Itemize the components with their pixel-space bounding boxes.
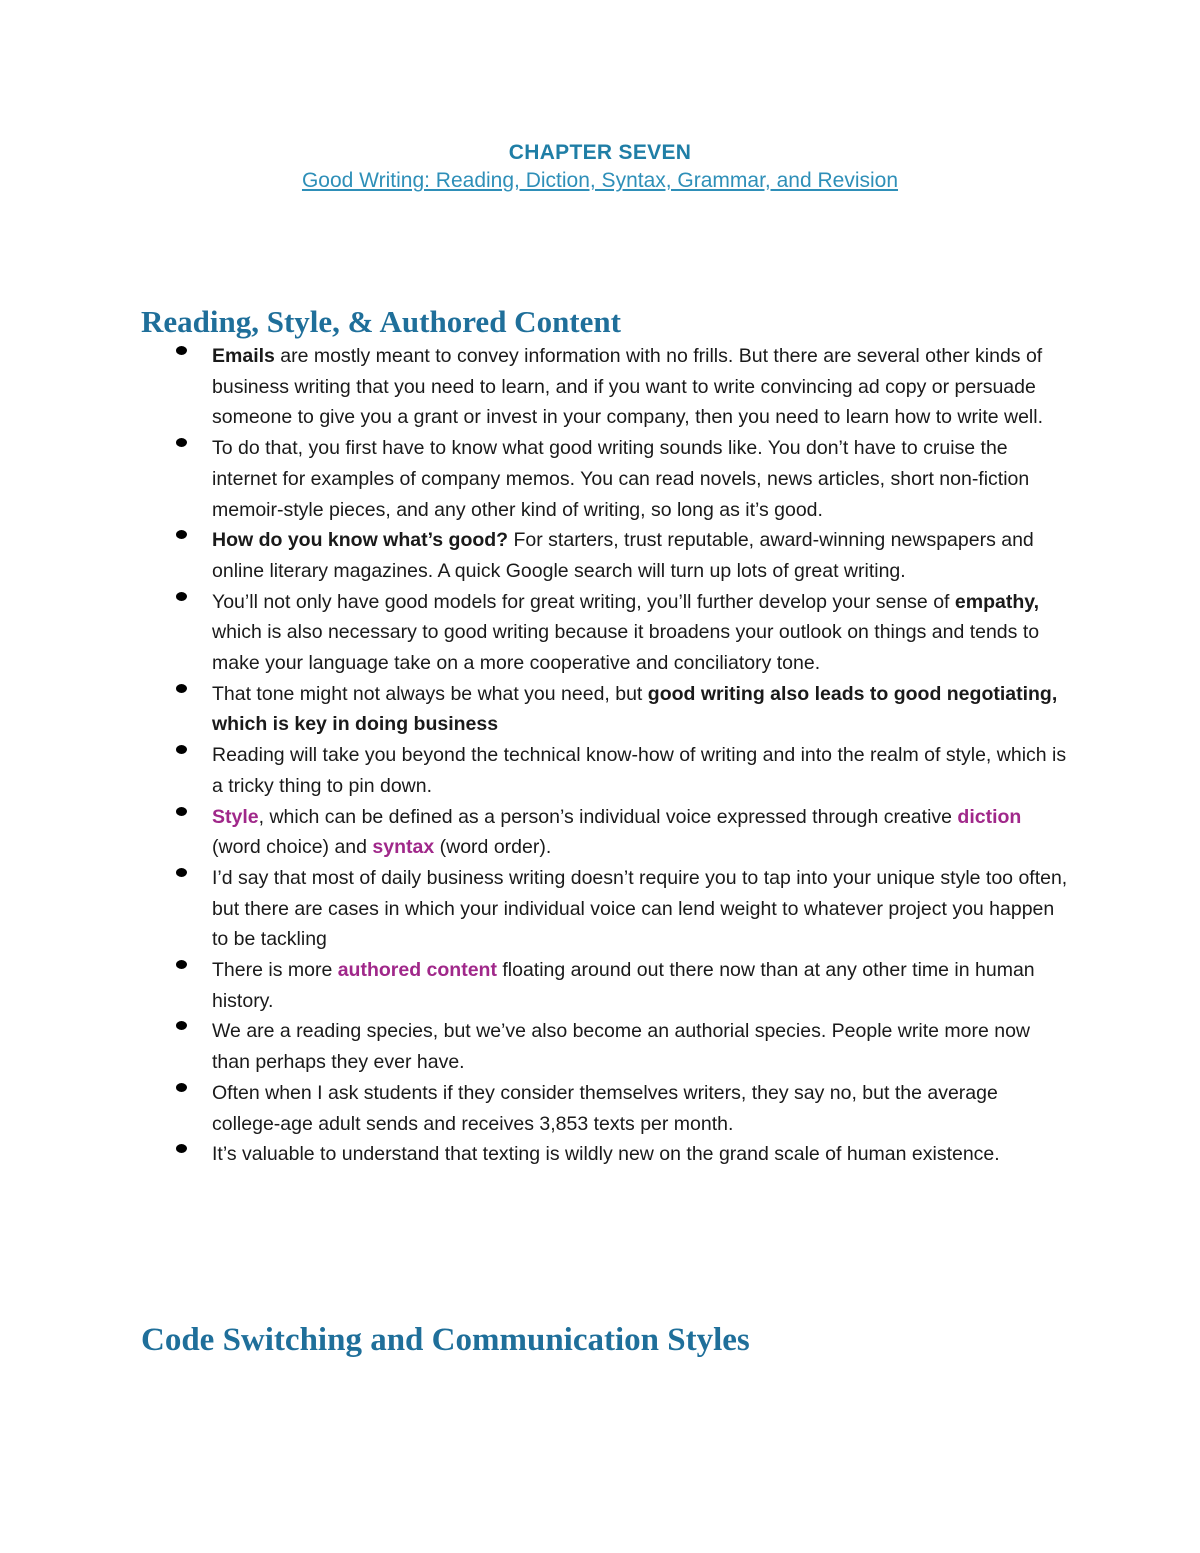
bullet-icon xyxy=(176,868,187,877)
bullet-icon xyxy=(176,1021,187,1030)
bullet-icon xyxy=(176,592,187,601)
item-text: are mostly meant to convey information with no frills. But there are several other kinds of business writing that you need to learn, and if you want to write convincing ad copy or persuade someone to give you a grant or invest in your company, then you need to learn how to write well. xyxy=(212,345,1044,429)
item-text: It’s valuable to understand that texting is wildly new on the grand scale of human existence. xyxy=(212,1143,1000,1166)
bullet-icon xyxy=(176,438,187,447)
item-text: Often when I ask students if they consider themselves writers, they say no, but the average college-age adult sends and receives 3,853 texts per month. xyxy=(212,1081,998,1135)
item-text: We are a reading species, but we’ve also become an authorial species. People write more now than perhaps they ever have. xyxy=(212,1020,1031,1074)
bold-term: How do you know what’s good? xyxy=(212,529,509,552)
item-text: That tone might not always be what you need, but xyxy=(212,682,648,705)
item-text: There is more xyxy=(212,959,338,982)
chapter-label: CHAPTER SEVEN xyxy=(508,141,692,164)
bullet-icon xyxy=(176,530,187,539)
item-text: I’d say that most of daily business writing doesn’t require you to tap into your unique style too often, but there are cases in which your individual voice can lend weight to whatever project you happen to be tackling xyxy=(212,866,1068,951)
bullet-list xyxy=(0,341,1200,1170)
list-item xyxy=(0,679,1200,740)
list-item xyxy=(0,1078,1200,1139)
item-text: Reading will take you beyond the technical know-how of writing and into the realm of style, which is a tricky thing to pin down. xyxy=(212,744,1067,797)
item-text: floating around out there now than at any other time in human history. xyxy=(212,959,1035,1012)
list-item xyxy=(0,433,1200,525)
bold-term: empathy, xyxy=(954,590,1040,613)
bold-term: good writing also leads to good negotiating, which is key in doing business xyxy=(212,682,1058,736)
highlight-term: Style xyxy=(212,805,259,828)
list-item xyxy=(0,1016,1200,1077)
item-text: You’ll not only have good models for great writing, you’ll further develop your sense of xyxy=(212,590,955,613)
bullet-icon xyxy=(176,807,187,816)
item-text: (word choice) and xyxy=(212,836,373,859)
section-heading-reading-style: Reading, Style, & Authored Content xyxy=(141,304,621,339)
item-text: To do that, you first have to know what good writing sounds like. You don’t have to cruise the internet for examples of company memos. You can read novels, news articles, short non-fiction memoir-style pieces, and any other kind of writing, so long as it’s good. xyxy=(212,437,1030,521)
bold-term: Emails xyxy=(212,345,275,367)
list-item xyxy=(0,525,1200,586)
list-item xyxy=(0,1139,1200,1170)
list-item xyxy=(0,587,1200,679)
highlight-term: authored content xyxy=(337,959,497,982)
bullet-icon xyxy=(176,1144,187,1153)
item-text: For starters, trust reputable, award-winning newspapers and online literary magazines. A quick Google search will turn up lots of great writing. xyxy=(212,529,1034,582)
highlight-term: diction xyxy=(957,805,1022,828)
item-text: which is also necessary to good writing because it broadens your outlook on things and tends to make your language take on a more cooperative and conciliatory tone. xyxy=(212,621,1040,675)
list-item xyxy=(0,802,1200,863)
bullet-icon xyxy=(176,1083,187,1092)
chapter-subtitle-link[interactable]: Good Writing: Reading, Diction, Syntax, Grammar, and Revision xyxy=(301,169,899,192)
bullet-icon xyxy=(176,346,187,355)
list-item xyxy=(0,955,1200,1016)
list-item xyxy=(0,740,1200,801)
list-item xyxy=(0,341,1200,433)
highlight-term: syntax xyxy=(372,836,435,859)
list-item xyxy=(0,863,1200,955)
section-heading-code-switching: Code Switching and Communication Styles xyxy=(141,1322,750,1358)
bullet-icon xyxy=(176,745,187,754)
bullet-icon xyxy=(176,684,187,693)
item-text: (word order). xyxy=(434,836,552,859)
bullet-icon xyxy=(176,960,187,969)
item-text: , which can be defined as a person’s individual voice expressed through creative xyxy=(258,805,958,828)
